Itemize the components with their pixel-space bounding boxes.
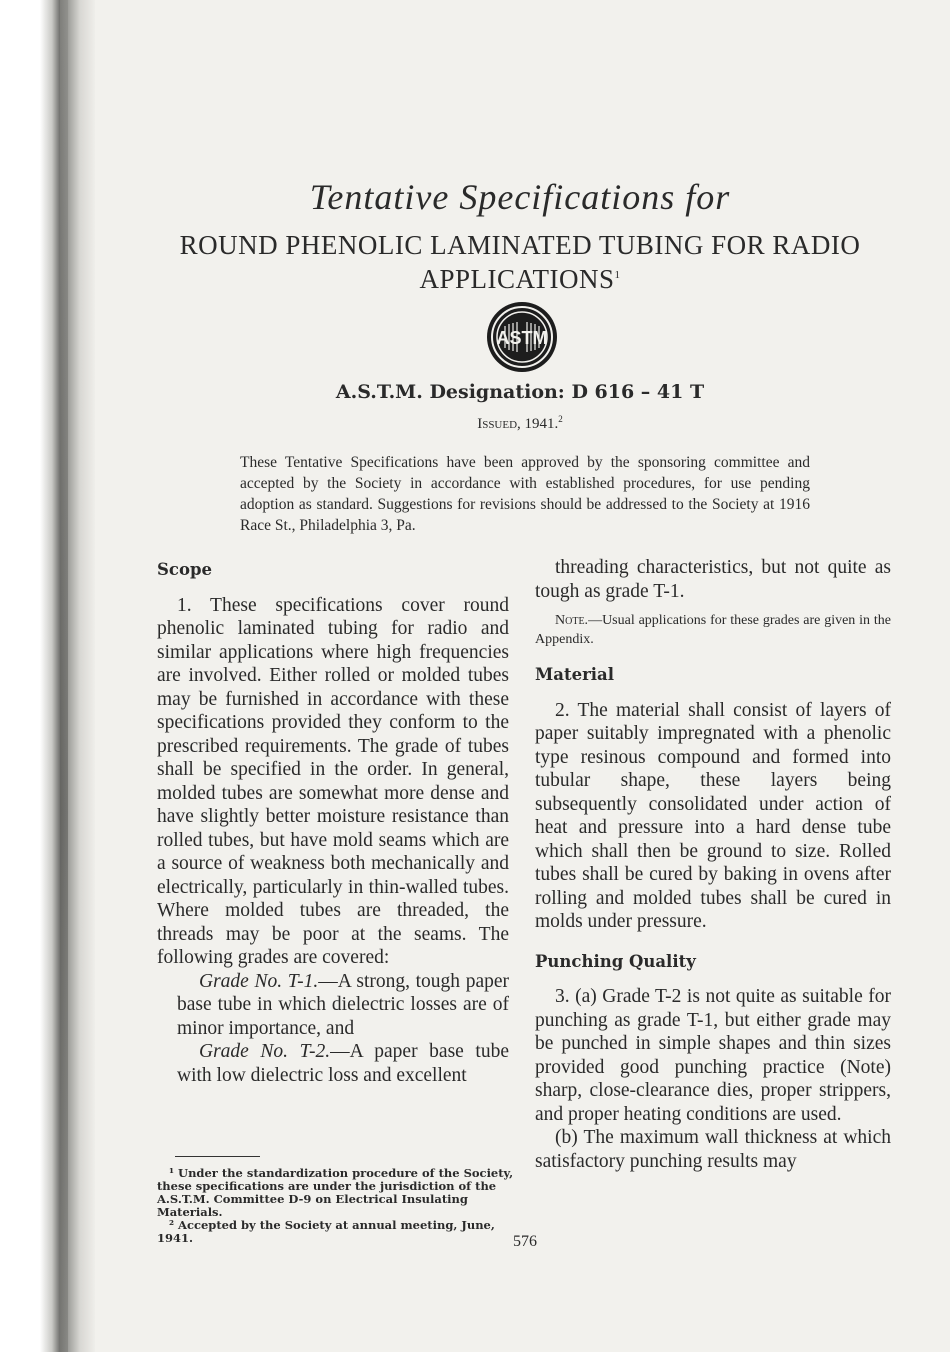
document-title-italic: Tentative Specifications for (309, 177, 731, 217)
footnote-2: ² Accepted by the Society at annual meeting, June, 1941. (157, 1218, 495, 1245)
note: Note.—Usual applications for these grades are given in the Appendix. (535, 613, 891, 647)
title-line-1: ROUND PHENOLIC LAMINATED TUBING FOR RADIO (179, 230, 861, 260)
scope-paragraph: 1. These specifications cover round phenolic laminated tubing for radio and similar applications where high frequencies are involved. Either rolled or molded tubes may be furnished in accordance with these specifications provided they conform to the prescribed requirements. The grade of tubes shall be specified in the order. In general, molded tubes are somewhat more dense and have slightly better moisture resistance than rolled tubes, but have mold seams which are a source of weakness both mechanically and electrically, particularly in thin-walled tubes. Where molded tubes are threaded, the threads may be poor at the seams. The following grades are covered: (157, 594, 509, 968)
designation: A.S.T.M. Designation: D 616 – 41 T (335, 381, 705, 403)
astm-logo-seal (485, 300, 559, 374)
grade-t1: Grade No. T-1.—A strong, tough paper base tube in which dielectric losses are of minor importance, and (177, 970, 509, 1039)
scope-heading: Scope (157, 560, 213, 579)
punching-heading: Punching Quality (535, 951, 696, 971)
grade-t2: Grade No. T-2.—A paper base tube with low dielectric loss and excellent (177, 1041, 509, 1086)
issued-footnote-mark: 2 (558, 414, 563, 424)
footnotes (157, 1167, 517, 1245)
grade-t2-continuation: threading characteristics, but not quite as tough as grade T-1. (535, 557, 891, 602)
material-paragraph: 2. The material shall consist of layers of paper suitably impregnated with a phenolic type resinous compound and formed into tubular shape, these layers being subsequently consolidated under action of heat and pressure into a hard dense tube which shall then be ground to size. Rolled tubes shall be cured by baking in ovens after rolling and molded tubes shall be cured in molds under pressure. (535, 699, 891, 932)
logo-text: ASTM (496, 328, 548, 348)
page-number: 576 (513, 1233, 537, 1250)
footnote-rule (175, 1156, 260, 1157)
right-column (535, 556, 891, 1173)
punching-paragraph-a: 3. (a) Grade T-2 is not quite as suitable for punching as grade T-1, but either grade may be punched in simple shapes and thin sizes provided good punching practice (Note) sharp, close-clearance dies, proper strippers, and proper heating conditions are used. (535, 986, 891, 1125)
issued-date: Issued, 1941.$^2$ (477, 414, 563, 432)
material-heading: Material (535, 665, 614, 684)
punching-paragraph-b: (b) The maximum wall thickness at which satisfactory punching results may (535, 1127, 891, 1172)
document-title (150, 230, 890, 294)
title-footnote-mark: 1 (614, 269, 621, 281)
approval-notice: These Tentative Specifications have been approved by the sponsoring committee and accepted by the Society in accordance with established procedures, for use pending adoption as standard. Suggestions for revisions should be addressed to the Society at 1916 Race St., Philadelphia 3, Pa. (240, 454, 810, 534)
footnote-1: ¹ Under the standardization procedure of the Society, these specifications are under the jurisdiction of the A.S.T.M. Committee D-9 on Electrical Insulating Materials. (157, 1166, 514, 1219)
title-line-2: APPLICATIONS$^1$ (419, 264, 621, 294)
left-column (157, 558, 509, 1087)
